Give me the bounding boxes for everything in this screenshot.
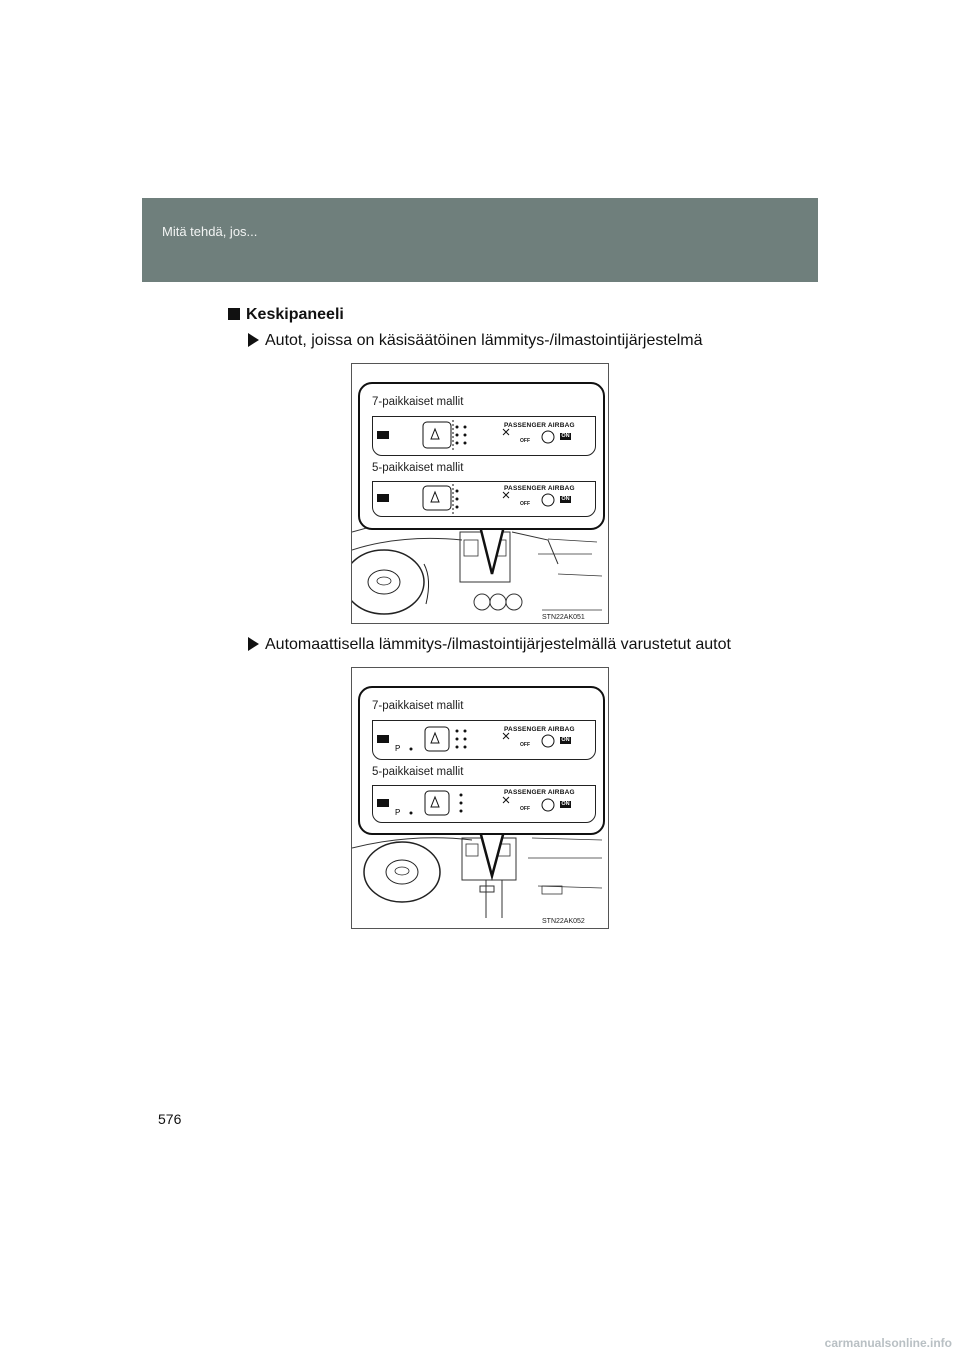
figure-auto <box>351 667 609 929</box>
section-heading <box>228 306 344 324</box>
passenger-airbag-label-7: PASSENGER AIRBAG <box>504 726 575 733</box>
off-label-5: OFF <box>520 501 530 507</box>
watermark: carmanualsonline.info <box>824 1336 952 1350</box>
airbag-on-icon <box>542 735 554 747</box>
steering-wheel-icon <box>364 842 440 902</box>
parking-sensor-icon: P <box>395 744 401 753</box>
airbag-on-icon <box>542 799 554 811</box>
passenger-airbag-label-5: PASSENGER AIRBAG <box>504 789 575 796</box>
seatbelt-icon <box>431 429 439 439</box>
lock-door-icon <box>377 494 389 502</box>
bullet-auto <box>248 636 731 654</box>
figure-manual <box>351 363 609 624</box>
passenger-airbag-label-5: PASSENGER AIRBAG <box>504 485 575 492</box>
page-number: 576 <box>158 1111 182 1127</box>
lock-door-icon <box>377 735 389 743</box>
on-badge-7: ON <box>561 737 570 743</box>
header-title: Mitä tehdä, jos... <box>162 224 258 239</box>
label-7-seat: 7-paikkaiset mallit <box>372 396 464 408</box>
figure-code: STN22AK052 <box>542 918 585 925</box>
off-label-7: OFF <box>520 742 530 748</box>
lock-door-icon <box>377 431 389 439</box>
on-badge-5: ON <box>561 801 570 807</box>
section-heading-text: Keskipaneeli <box>246 306 344 323</box>
square-bullet-icon <box>228 308 240 320</box>
off-label-7: OFF <box>520 438 530 444</box>
label-5-seat: 5-paikkaiset mallit <box>372 766 464 778</box>
seatbelt-icon <box>431 492 439 502</box>
label-5-seat: 5-paikkaiset mallit <box>372 462 464 474</box>
callout-pointer <box>480 831 504 876</box>
on-badge-7: ON <box>561 433 570 439</box>
bullet-manual <box>248 332 703 350</box>
header-band <box>142 198 818 282</box>
triangle-bullet-icon <box>248 637 259 651</box>
bullet-manual-text: Autot, joissa on käsisäätöinen lämmitys-/ilmastointijärjestelmä <box>265 332 703 349</box>
callout-pointer <box>480 526 504 574</box>
label-7-seat: 7-paikkaiset mallit <box>372 700 464 712</box>
seatbelt-icon <box>431 797 439 807</box>
airbag-on-icon <box>542 431 554 443</box>
seatbelt-icon <box>431 733 439 743</box>
airbag-on-icon <box>542 494 554 506</box>
off-label-5: OFF <box>520 806 530 812</box>
lock-door-icon <box>377 799 389 807</box>
parking-sensor-icon: P <box>395 808 401 817</box>
figure-code: STN22AK051 <box>542 614 585 621</box>
passenger-airbag-label-7: PASSENGER AIRBAG <box>504 422 575 429</box>
bullet-auto-text: Automaattisella lämmitys-/ilmastointijärjestelmällä varustetut autot <box>265 636 731 653</box>
triangle-bullet-icon <box>248 333 259 347</box>
on-badge-5: ON <box>561 496 570 502</box>
steering-wheel-icon <box>352 550 424 614</box>
